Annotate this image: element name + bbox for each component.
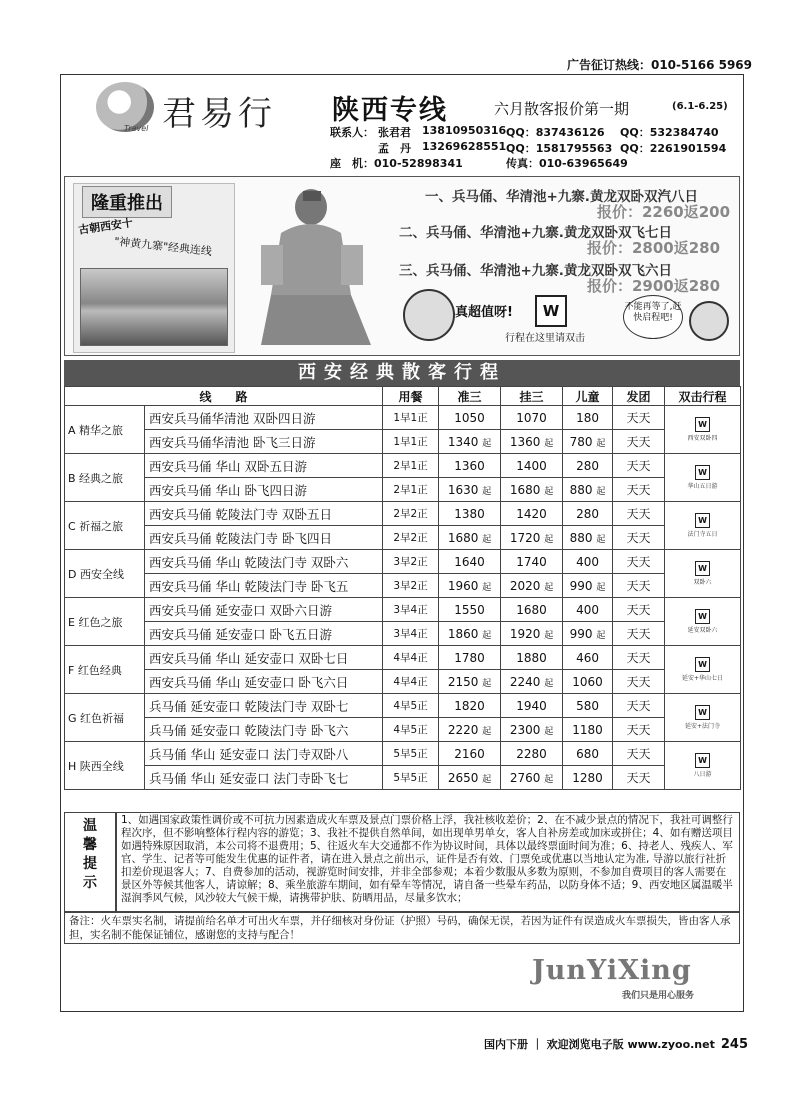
meal-cell: 5早5正 [383,742,439,766]
departure-cell: 天天 [613,742,665,766]
child-price: 990 [569,626,593,641]
table-title: 西安经典散客行程 [64,360,740,386]
route-name: 西安兵马俑 华山 卧飞四日游 [145,478,383,502]
itinerary-label: 八日游 [693,770,712,778]
std-price-qualifier: 起 [482,774,492,785]
child-price-cell [563,742,613,766]
hang-price-qualifier: 起 [544,630,554,641]
route-name: 西安兵马俑 乾陵法门寺 双卧五日 [145,502,383,526]
departure-cell: 天天 [613,502,665,526]
table-row [65,550,741,574]
itinerary-link[interactable] [694,561,712,586]
contact-landline: 座 机：010-52898341 [330,157,463,170]
table-row [65,574,741,598]
hang-price-cell [501,478,563,502]
company-logo [96,80,324,140]
route-name: 西安兵马俑 华山 延安壶口 卧飞六日 [145,670,383,694]
child-price-cell [563,574,613,598]
group-label: A 精华之旅 [65,406,145,454]
table-row [65,430,741,454]
child-price-qualifier: 起 [596,534,606,545]
hang-price-cell [501,718,563,742]
route-name: 西安兵马俑 华山 乾陵法门寺 卧飞五 [145,574,383,598]
itinerary-link[interactable] [688,609,718,634]
promo-left-panel [73,183,235,353]
std-price-cell [439,742,501,766]
table-row [65,622,741,646]
tips-text: 1、如遇国家政策性调价或不可抗力因素造成火车票及景点门票价格上浮，我社核收差价；2、在不减少景点的情况下，我社可调整行程次序，但不影响整体行程内容的游览；3、我社不提供自然单间，如出现单男单女，客人自补房差或加床或拼住；4、如有赠送项目如遇特殊原因取消，本公司将不退费用；5、往返火车大交通都不作为协议时间，具体以最终票面时间为准；6、持老人、残疾人、军官、学生、记者等可能发生优惠的证件者，请在进入景点之前出示，证件是否有效、门票免或优惠以当地认定为准, 导游以旅行社折扣差价现退客人；7、自费参加的活动，视游览时间安排，并非全部参观；本着少数服从多数为原则，不参加自费项目的客人需要在景区外等候其他客人，请谅解；8、乘坐旅游车期间，如有晕车等情况，请自备一些晕车药品，以防身体不适；9、西安地区属温暖半湿润季风气候，风沙较大气候干燥，请携带护肤、防晒用品，尽量多饮水； [116,812,740,912]
std-price-qualifier: 起 [482,582,492,593]
hang-price-cell [501,550,563,574]
hang-price-cell [501,574,563,598]
itinerary-logo-icon[interactable]: W [695,657,710,672]
route-name: 西安兵马俑 延安壶口 卧飞五日游 [145,622,383,646]
route-name: 西安兵马俑华清池 卧飞三日游 [145,430,383,454]
std-price-qualifier: 起 [482,630,492,641]
std-price-cell [439,694,501,718]
departure-cell: 天天 [613,766,665,790]
child-price: 880 [569,482,593,497]
terracotta-warrior-icon [241,185,391,351]
hang-price-qualifier: 起 [544,582,554,593]
std-price-cell [439,598,501,622]
itinerary-label: 延安双卧六 [687,626,718,634]
child-price-cell [563,502,613,526]
table-row [65,478,741,502]
itinerary-cell[interactable] [665,598,741,646]
speech-bubble: 不能再等了,赶快启程吧! [623,295,683,339]
group-label: F 红色经典 [65,646,145,694]
departure-cell: 天天 [613,646,665,670]
itinerary-link[interactable] [688,465,718,490]
child-price-cell [563,694,613,718]
child-price: 400 [576,554,599,569]
child-price-qualifier: 起 [596,486,606,497]
meal-cell: 4早5正 [383,694,439,718]
child-price: 400 [576,602,599,617]
std-price-cell [439,718,501,742]
std-price: 1360 [454,458,485,473]
itinerary-cell[interactable] [665,454,741,502]
child-price: 1280 [572,770,603,785]
scenery-photo [80,268,228,346]
tips-label-text: 温馨提示 [83,818,97,891]
promo-price-2: 报价：2800返280 [587,239,721,257]
hang-price: 1720 [509,530,541,545]
itinerary-logo-icon[interactable]: W [695,705,710,720]
hang-price-cell [501,694,563,718]
std-price: 1960 [447,578,479,593]
child-price: 780 [569,434,593,449]
departure-cell: 天天 [613,478,665,502]
child-price-cell [563,430,613,454]
tips-label [64,812,116,912]
meal-cell: 2早2正 [383,526,439,550]
hang-price-cell [501,406,563,430]
std-price: 1860 [447,626,479,641]
child-price: 580 [576,698,599,713]
child-price: 880 [569,530,593,545]
departure-cell: 天天 [613,622,665,646]
child-price: 1060 [572,674,603,689]
child-price: 680 [576,746,599,761]
itinerary-cell[interactable] [665,646,741,694]
route-subtitle: 六月散客报价第一期 [494,100,630,118]
good-deal-text: 真超值呀! [455,305,513,320]
hang-price-cell [501,526,563,550]
std-price: 1050 [454,410,485,425]
std-price: 2160 [454,746,485,761]
route-name: 兵马俑 延安壶口 乾陵法门寺 卧飞六 [145,718,383,742]
child-price: 280 [576,506,599,521]
brand-logo: JunYiXing [532,955,692,986]
std-price-qualifier: 起 [482,678,492,689]
hang-price-cell [501,766,563,790]
contact-qq-2a[interactable]: QQ：1581795563 [506,142,613,155]
std-price-cell [439,454,501,478]
table-header-row [65,387,741,406]
itinerary-cell[interactable] [665,550,741,598]
hang-price: 1880 [516,650,547,665]
hang-price-cell [501,454,563,478]
itinerary-logo-icon[interactable]: W [695,609,710,624]
company-name: 君易行 [162,94,276,134]
page-footer [484,1036,748,1052]
itinerary-link[interactable] [685,705,720,730]
hang-price: 1070 [516,410,547,425]
meal-cell: 2早1正 [383,478,439,502]
std-price: 2150 [447,674,479,689]
promo-tagline-1: 古朝西安十 [77,216,134,237]
child-price-cell [563,718,613,742]
hang-price-cell [501,670,563,694]
remark-text: 备注：火车票实名制，请提前给名单才可出火车票，并仔细核对身份证（护照）号码，确保无误，若因为证件有误造成火车票损失，皆由客人承担，实名制不能保证铺位，感谢您的支持与配合！ [64,912,740,944]
std-price-cell [439,526,501,550]
std-price-cell [439,406,501,430]
group-label: D 西安全线 [65,550,145,598]
route-dates: (6.1-6.25) [672,101,728,112]
itinerary-cell[interactable] [665,742,741,790]
table-row [65,718,741,742]
brand-slogan: 我们只是用心服务 [622,991,695,1001]
hang-price-cell [501,430,563,454]
contact-phone-1[interactable]: 13810950316 [422,124,507,137]
meal-cell: 4早4正 [383,670,439,694]
hang-price-qualifier: 起 [544,534,554,545]
route-name: 西安兵马俑 华山 双卧五日游 [145,454,383,478]
header-hang: 挂三 [501,387,563,406]
departure-cell: 天天 [613,430,665,454]
hang-price: 2240 [509,674,541,689]
hang-price-qualifier: 起 [544,678,554,689]
table-row [65,454,741,478]
itinerary-link[interactable] [694,753,712,778]
child-price: 990 [569,578,593,593]
std-price: 1380 [454,506,485,521]
itinerary-logo-icon[interactable]: W [695,561,710,576]
std-price-cell [439,646,501,670]
child-price-cell [563,526,613,550]
itinerary-link[interactable] [682,657,723,682]
cartoon-fox-icon [689,301,729,341]
hang-price: 1400 [516,458,547,473]
meal-cell: 5早5正 [383,766,439,790]
hang-price: 1940 [516,698,547,713]
std-price-cell [439,430,501,454]
table-row [65,766,741,790]
promo-offer-3[interactable]: 三、兵马俑、华清池+九寨.黄龙双卧双飞六日 [399,263,672,279]
group-label: C 祈福之旅 [65,502,145,550]
itinerary-logo-icon[interactable]: W [535,295,567,327]
contact-fax: 传真：010-63965649 [506,157,628,170]
contact-qq-1b[interactable]: QQ：532384740 [620,126,719,139]
child-price-qualifier: 起 [596,438,606,449]
route-name: 西安兵马俑 华山 延安壶口 双卧七日 [145,646,383,670]
hang-price: 1360 [509,434,541,449]
itinerary-label: 华山五日游 [687,482,718,490]
std-price: 2650 [447,770,479,785]
child-price-cell [563,766,613,790]
table-row [65,406,741,430]
std-price-cell [439,670,501,694]
std-price: 1550 [454,602,485,617]
route-name: 西安兵马俑华清池 双卧四日游 [145,406,383,430]
hang-price: 2300 [509,722,541,737]
route-title: 陕西专线 [332,95,448,126]
std-price-cell [439,622,501,646]
std-price: 2220 [447,722,479,737]
hang-price: 1740 [516,554,547,569]
table-row [65,598,741,622]
itinerary-label: 西安双卧四 [687,434,718,442]
hang-price: 1920 [509,626,541,641]
child-price: 280 [576,458,599,473]
child-price-qualifier: 起 [596,630,606,641]
header-meal: 用餐 [383,387,439,406]
meal-cell: 1早1正 [383,406,439,430]
meal-cell: 3早4正 [383,622,439,646]
meal-cell: 2早2正 [383,502,439,526]
itinerary-cell[interactable] [665,406,741,454]
route-name: 兵马俑 华山 延安壶口 法门寺双卧八 [145,742,383,766]
route-name: 兵马俑 华山 延安壶口 法门寺卧飞七 [145,766,383,790]
itinerary-label: 延安+华山七日 [682,674,724,682]
header-route: 线 路 [65,387,383,406]
std-price: 1820 [454,698,485,713]
child-price-cell [563,478,613,502]
std-price: 1780 [454,650,485,665]
meal-cell: 4早4正 [383,646,439,670]
std-price-qualifier: 起 [482,486,492,497]
departure-cell: 天天 [613,454,665,478]
header-departure: 发团 [613,387,665,406]
hang-price-qualifier: 起 [544,438,554,449]
hang-price-qualifier: 起 [544,486,554,497]
contact-qq-2b[interactable]: QQ：2261901594 [620,142,727,155]
contact-row-1 [330,124,730,140]
departure-cell: 天天 [613,718,665,742]
departure-cell: 天天 [613,598,665,622]
route-name: 兵马俑 延安壶口 乾陵法门寺 双卧七 [145,694,383,718]
hang-price: 2020 [509,578,541,593]
table-row [65,646,741,670]
itinerary-logo-icon[interactable]: W [695,417,710,432]
departure-cell: 天天 [613,670,665,694]
route-table [64,386,741,790]
page-number: 245 [720,1037,748,1052]
itinerary-label: 延安+法门寺 [685,722,721,730]
company-name-en: Travel [124,124,149,133]
std-price-cell [439,502,501,526]
group-label: B 经典之旅 [65,454,145,502]
meal-cell: 3早4正 [383,598,439,622]
itinerary-logo-icon[interactable]: W [695,465,710,480]
child-price: 180 [576,410,599,425]
contact-row-2 [330,140,730,156]
itinerary-click-note: 行程在这里请双击 [505,333,585,344]
std-price-cell [439,550,501,574]
std-price: 1340 [447,434,479,449]
child-price: 460 [576,650,599,665]
meal-cell: 3早2正 [383,574,439,598]
route-name: 西安兵马俑 乾陵法门寺 卧飞四日 [145,526,383,550]
cartoon-cat-icon [403,289,455,341]
hang-price: 1420 [516,506,547,521]
contact-phone-2[interactable]: 13269628551 [422,140,507,153]
ad-hotline: 广告征订热线：010-5166 5969 [566,58,752,72]
contact-row-3 [330,155,730,171]
hang-price-cell [501,622,563,646]
departure-cell: 天天 [613,574,665,598]
std-price-qualifier: 起 [482,534,492,545]
header-child: 儿童 [563,387,613,406]
hang-price-cell [501,742,563,766]
table-row [65,502,741,526]
header-std: 准三 [439,387,501,406]
std-price-cell [439,574,501,598]
group-label: G 红色祈福 [65,694,145,742]
table-row [65,694,741,718]
departure-cell: 天天 [613,406,665,430]
child-price-cell [563,550,613,574]
header-itinerary: 双击行程 [665,387,741,406]
departure-cell: 天天 [613,526,665,550]
std-price-cell [439,766,501,790]
child-price-cell [563,598,613,622]
hang-price-qualifier: 起 [544,726,554,737]
itinerary-label: 法门寺五日 [687,530,718,538]
table-row [65,526,741,550]
std-price: 1640 [454,554,485,569]
meal-cell: 3早2正 [383,550,439,574]
hang-price-cell [501,502,563,526]
itinerary-link[interactable] [688,513,718,538]
hang-price: 1680 [509,482,541,497]
itinerary-label: 双卧六 [693,578,712,586]
promo-offer-1[interactable]: 一、兵马俑、华清池+九寨.黄龙双卧双汽八日 [425,189,698,205]
hang-price-cell [501,598,563,622]
std-price-cell [439,478,501,502]
contact-name-1: 张君君 [378,126,411,139]
promo-banner [64,176,740,356]
std-price-qualifier: 起 [482,726,492,737]
itinerary-cell[interactable] [665,502,741,550]
std-price-qualifier: 起 [482,438,492,449]
promo-badge: 隆重推出 [82,186,172,218]
hang-price: 1680 [516,602,547,617]
child-price-cell [563,646,613,670]
meal-cell: 1早1正 [383,430,439,454]
itinerary-cell[interactable] [665,694,741,742]
child-price-cell [563,622,613,646]
hang-price: 2280 [516,746,547,761]
departure-cell: 天天 [613,550,665,574]
promo-price-1: 报价：2260返200 [597,203,731,221]
contact-label: 联系人： [330,126,374,139]
contact-name-2: 孟 丹 [378,142,411,155]
meal-cell: 2早1正 [383,454,439,478]
group-label: E 红色之旅 [65,598,145,646]
route-name: 西安兵马俑 华山 乾陵法门寺 双卧六 [145,550,383,574]
promo-tagline-2: "神黄九寨"经典连线 [113,234,213,259]
footer-text: 国内下册 ｜ 欢迎浏览电子版 www.zyoo.net [483,1038,715,1051]
table-row [65,670,741,694]
meal-cell: 4早5正 [383,718,439,742]
child-price-cell [563,454,613,478]
itinerary-logo-icon[interactable]: W [695,753,710,768]
hang-price-qualifier: 起 [544,774,554,785]
route-name: 西安兵马俑 延安壶口 双卧六日游 [145,598,383,622]
contact-qq-1a[interactable]: QQ：837436126 [506,126,605,139]
child-price-qualifier: 起 [596,582,606,593]
std-price: 1680 [447,530,479,545]
itinerary-link[interactable] [688,417,718,442]
std-price: 1630 [447,482,479,497]
departure-cell: 天天 [613,694,665,718]
hang-price-cell [501,646,563,670]
group-label: H 陕西全线 [65,742,145,790]
child-price: 1180 [572,722,603,737]
itinerary-logo-icon[interactable]: W [695,513,710,528]
table-row [65,742,741,766]
promo-offer-2[interactable]: 二、兵马俑、华清池+九寨.黄龙双卧双飞七日 [399,225,672,241]
promo-price-3: 报价：2900返280 [587,277,721,295]
hang-price: 2760 [509,770,541,785]
child-price-cell [563,406,613,430]
child-price-cell [563,670,613,694]
